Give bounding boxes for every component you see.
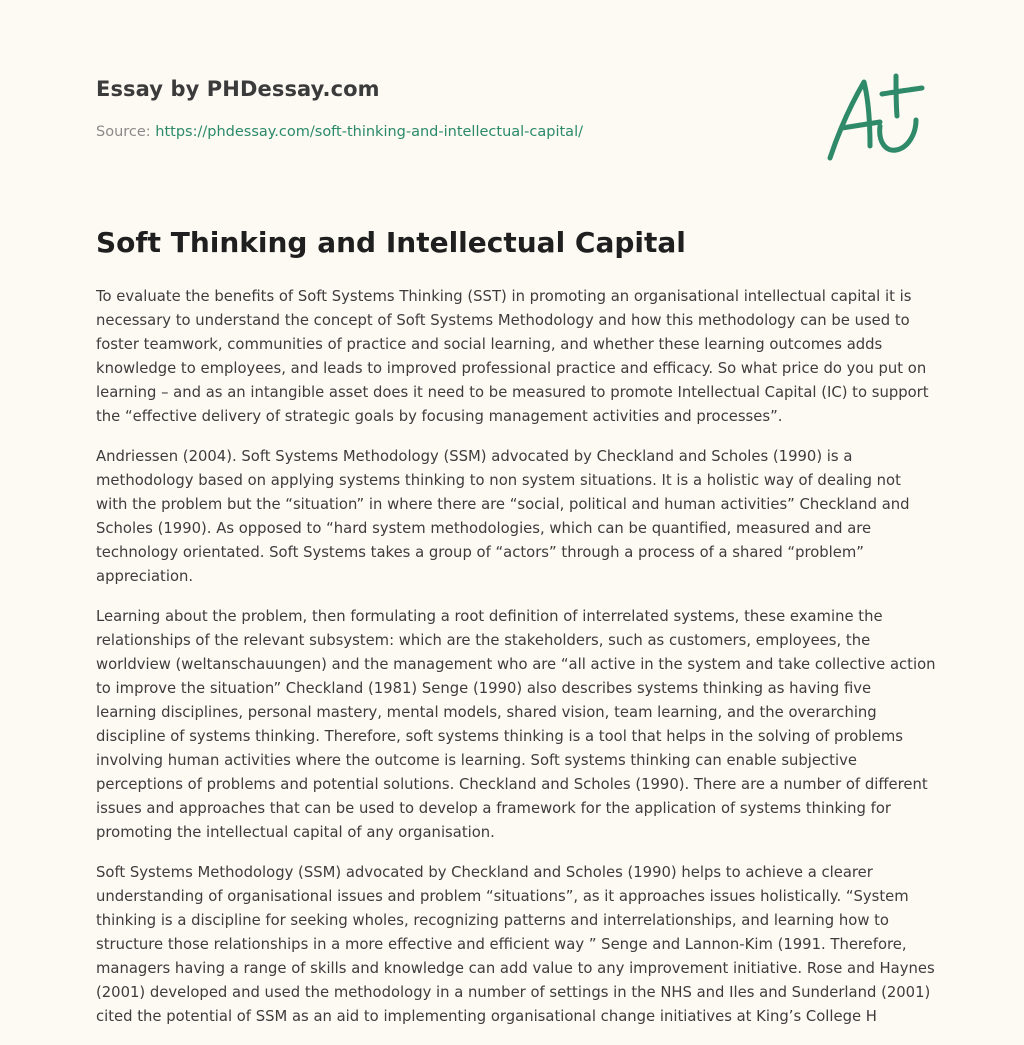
essay-paragraph: Learning about the problem, then formulating a root definition of interrelated systems, these examine the relationships of the relevant subsystem: which are the stakeholders, such as customers, employees, the worldview (weltanschauungen) and the management who are “all active in the system and take collective action to improve the situation” Checkland (1981) Senge (1990) also describes systems thinking as having five learning disciplines, personal mastery, mental models, shared vision, team learning, and the overarching discipline of systems thinking. Therefore, soft systems thinking is a tool that helps in the solving of problems involving human activities where the outcome is learning. Soft systems thinking can enable subjective perceptions of problems and potential solutions. Checkland and Scholes (1990). There are a number of different issues and approaches that can be used to develop a framework for the application of systems thinking for promoting the intellectual capital of any organisation.	[96, 608, 936, 841]
source-line	[96, 124, 583, 140]
essay-paragraph: Soft Systems Methodology (SSM) advocated by Checkland and Scholes (1990) helps to achieve a clearer understanding of organisational issues and problem “situations”, as it approaches issues holistically. “System thinking is a discipline for seeking wholes, recognizing patterns and interrelationships, and learning how to structure those relationships in a more effective and efficient way ” Senge and Lannon-Kim (1991. Therefore, managers having a range of skills and knowledge can add value to any improvement initiative. Rose and Haynes (2001) developed and used the methodology in a number of settings in the NHS and Iles and Sunderland (2001) cited the potential of SSM as an aid to implementing organisational change initiatives at King’s College H	[96, 864, 935, 1025]
essay-title: Soft Thinking and Intellectual Capital	[96, 226, 686, 259]
a-plus-logo-icon	[824, 68, 928, 164]
source-label: Source:	[96, 124, 151, 140]
source-link[interactable]: https://phdessay.com/soft-thinking-and-intellectual-capital/	[155, 124, 583, 140]
essay-body	[96, 285, 936, 1045]
essay-paragraph: Andriessen (2004). Soft Systems Methodology (SSM) advocated by Checkland and Scholes (1990) is a methodology based on applying systems thinking to non system situations. It is a holistic way of dealing not with the problem but the “situation” in where there are “social, political and human activities” Checkland and Scholes (1990). As opposed to “hard system methodologies, which can be quantified, measured and are technology orientated. Soft Systems takes a group of “actors” through a process of a shared “problem” appreciation.	[96, 448, 910, 585]
site-brand: Essay by PHDessay.com	[96, 77, 380, 101]
essay-paragraph: To evaluate the benefits of Soft Systems Thinking (SST) in promoting an organisational intellectual capital it is necessary to understand the concept of Soft Systems Methodology and how this methodology can be used to foster teamwork, communities of practice and social learning, and whether these learning outcomes adds knowledge to employees, and leads to improved professional practice and efficacy. So what price do you put on learning – and as an intangible asset does it need to be measured to promote Intellectual Capital (IC) to support the “effective delivery of strategic goals by focusing management activities and processes”.	[96, 288, 929, 425]
